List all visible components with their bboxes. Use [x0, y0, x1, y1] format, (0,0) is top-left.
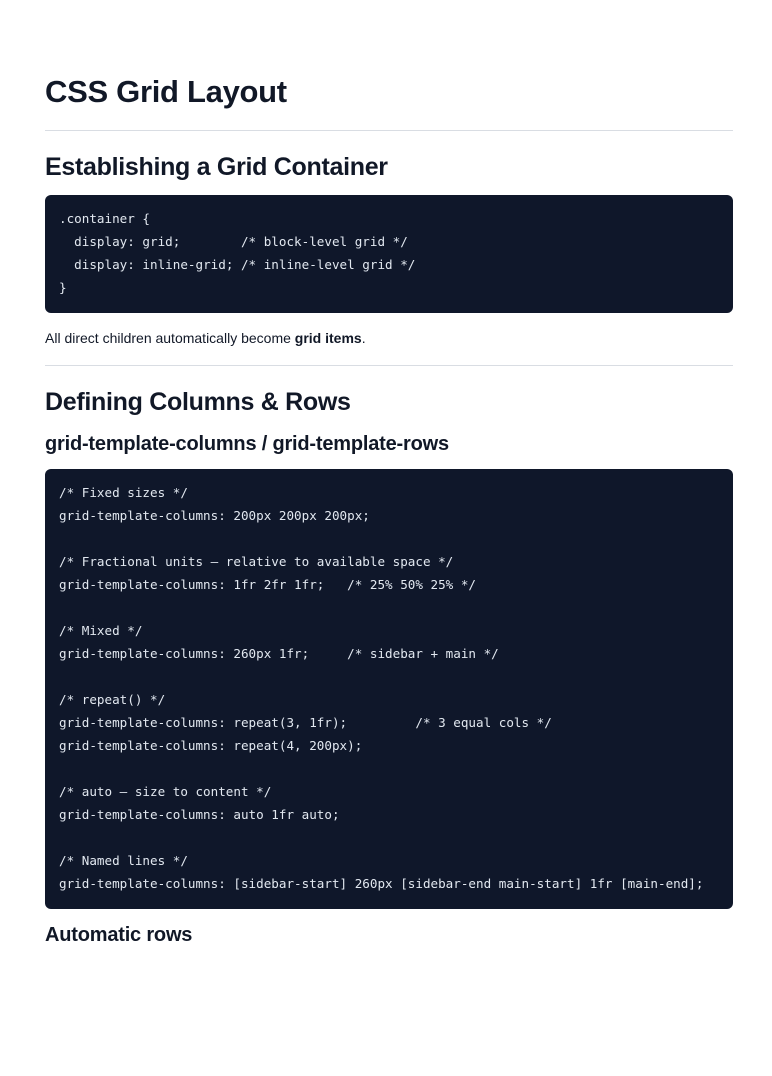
divider [45, 130, 733, 131]
paragraph-text: All direct children automatically become [45, 330, 295, 346]
subheading-grid-template: grid-template-columns / grid-template-rows [45, 433, 449, 455]
code-block-grid-template: /* Fixed sizes */ grid-template-columns: 200px 200px 200px; /* Fractional units — relative to available space */ grid-template-columns: 1fr 2fr 1fr; /* 25% 50% 25% */ /* Mixed */ grid-template-columns: 260px 1fr; /* sidebar + main */ /* repeat() */ grid-template-columns: repeat(3, 1fr); /* 3 equal cols */ grid-template-columns: repeat(4, 200px); /* auto — size to content */ grid-template-columns: auto 1fr auto; /* Named lines */ grid-template-columns: [sidebar-start] 260px [sidebar-end main-start] 1fr [main-end]; [45, 469, 733, 909]
code-block-grid-container: .container { display: grid; /* block-level grid */ display: inline-grid; /* inline-level grid */ } [45, 195, 733, 313]
page-title: CSS Grid Layout [45, 74, 287, 109]
paragraph-grid-items [45, 327, 733, 349]
section-heading-columns-rows: Defining Columns & Rows [45, 388, 351, 416]
paragraph-punct: . [361, 330, 366, 346]
section-heading-grid-container: Establishing a Grid Container [45, 153, 388, 181]
subheading-automatic-rows: Automatic rows [45, 924, 193, 946]
divider [45, 365, 733, 366]
bold-term: grid items [294, 330, 362, 346]
